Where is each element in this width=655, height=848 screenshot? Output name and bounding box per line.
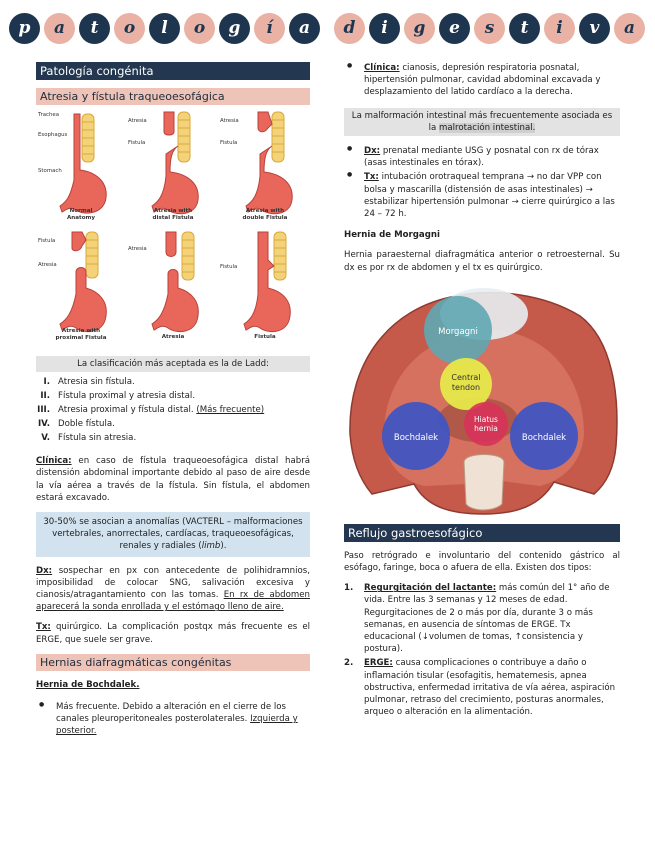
dx-tx-list — [344, 145, 620, 220]
title-letter: e — [439, 13, 470, 44]
ladd-list — [36, 376, 310, 446]
label-fistula: Fistula — [220, 264, 238, 270]
label-fistula: Fistula — [128, 140, 146, 146]
label-esophagus: Esophagus — [38, 132, 68, 138]
most-frequent-tag: (Más frecuente) — [196, 405, 265, 416]
title-letter: g — [404, 13, 435, 44]
list-item: III. Atresia proximal y fístula distal. (Más frecuente) — [37, 405, 265, 416]
tx-paragraph: Tx: quirúrgico. La complicación postqx más frecuente es el ERGE, que suele ser grave. — [36, 622, 310, 645]
vacterl-box: 30-50% se asocian a anomalías (VACTERL – malformaciones vertebrales, anorrectales, cardíacas, traqueoesofágicas, renales y radiales (limb). — [36, 512, 310, 557]
label-stomach: Stomach — [38, 168, 62, 174]
label-atresia: Atresia — [38, 262, 57, 268]
caption-atresia-distal: Atresia with distal Fistula — [152, 208, 194, 221]
clinica-paragraph: Clínica: en caso de fístula traqueoesofágica distal habrá distensión abdominal importante debido al paso de aire desde la vía aérea a través de la fístula. Sin fístula, el abdomen estará excavado. — [36, 456, 310, 503]
section-header-reflujo: Reflujo gastroesofágico — [344, 524, 620, 542]
morgagni-title: Hernia de Morgagni — [344, 230, 440, 241]
caption-atresia: Atresia — [161, 334, 185, 340]
reflujo-intro: Paso retrógrado e involuntario del contenido gástrico al esófago, faringe, boca o afuera de ella. Existen dos tipos: — [344, 550, 620, 574]
label-fistula: Fistula — [38, 238, 56, 244]
label-bochdalek-right: Bochdalek — [521, 432, 567, 443]
label-fistula: Fistula — [220, 140, 238, 146]
figure-atresia-double-fistula — [220, 110, 310, 228]
label-hiatus-hernia — [474, 415, 498, 433]
title-letter: g — [219, 13, 250, 44]
list-item: IV. Doble fístula. — [37, 419, 115, 430]
label-trachea: Trachea — [38, 112, 60, 118]
title-letter: a — [614, 13, 645, 44]
list-item: ● Tx: intubación orotraqueal temprana → no dar VPP con bolsa y mascarilla (distensión de asas intestinales) → estabilizar hipertensión pulmonar → cierre quirúrgico a las 24 – 72 h. — [344, 171, 620, 220]
left-column — [36, 62, 310, 738]
title-letter: o — [114, 13, 145, 44]
malrotation-term: malrotación intestinal. — [439, 122, 536, 133]
caption-fistula: Fistula — [254, 334, 276, 340]
title-letter: v — [579, 13, 610, 44]
caption-atresia-proximal: Atresia with proximal Fistula — [55, 328, 107, 341]
list-item: V. Fístula sin atresia. — [41, 433, 137, 444]
list-item: 2. ERGE: causa complicaciones o contribuye a daño o inflamación tisular (esofagitis, hematemesis, apnea obstructiva, enfermedad irritativa de vía aérea, aspiración pulmonar, retraso del crecimiento, posturas anormales, arqueo o alteración en la alimentación. — [344, 658, 616, 718]
caption-normal-anatomy: Normal Anatomy — [66, 208, 96, 221]
diaphragm-illustration — [344, 284, 622, 518]
figure-fistula — [220, 230, 310, 348]
bochdalek-title: Hernia de Bochdalek. — [36, 679, 140, 690]
list-item: ● Dx: prenatal mediante USG y posnatal con rx de tórax (asas intestinales en tórax). — [344, 145, 620, 169]
subsection-header-hernias: Hernias diafragmáticas congénitas — [36, 654, 310, 671]
title-letter: t — [79, 13, 110, 44]
list-item: ● Clínica: cianosis, depresión respiratoria posnatal, hipertensión pulmonar, cavidad abdominal excavada y desplazamiento del latido cardíaco a la derecha. — [344, 62, 620, 99]
malrotation-box: La malformación intestinal más frecuentemente asociada es la malrotación intestinal. — [344, 108, 620, 136]
reflujo-types-list — [344, 582, 620, 718]
label-hiatus-line2: hernia — [474, 423, 498, 433]
list-item: 1. Regurgitación del lactante: más común del 1° año de vida. Entre las 3 semanas y 12 meses de edad. Regurgitaciones de 2 o más por día, durante 3 o más semanas, en ausencia de síntomas de ERGE. Tx educacional (↓volumen de tomas, ↑consistencia y postura). — [344, 583, 610, 655]
section-header-congenita: Patología congénita — [36, 62, 310, 80]
title-letter: d — [334, 13, 365, 44]
right-column — [344, 62, 620, 718]
title-letter: í — [254, 13, 285, 44]
subsection-header-atresia: Atresia y fístula traqueoesofágica — [36, 88, 310, 105]
title-letter: o — [184, 13, 215, 44]
tef-figure — [36, 110, 310, 348]
limb-term: limb — [201, 541, 221, 552]
list-item: II. Fístula proximal y atresia distal. — [40, 391, 196, 402]
bochdalek-details-list — [344, 62, 620, 99]
title-letter: i — [544, 13, 575, 44]
title-letter: p — [9, 13, 40, 44]
label-hiatus-line1: Hiatus — [474, 414, 498, 424]
page-title — [0, 10, 655, 50]
figure-atresia — [128, 230, 218, 348]
fistula-illustration — [220, 230, 310, 348]
title-letter: s — [474, 13, 505, 44]
label-atresia: Atresia — [220, 118, 239, 124]
label-central-tendon — [451, 373, 480, 392]
figure-normal-anatomy — [36, 110, 126, 228]
figure-atresia-distal-fistula — [128, 110, 218, 228]
figure-atresia-proximal-fistula — [36, 230, 126, 348]
diaphragm-diagram — [344, 284, 622, 518]
label-central-tendon-line1: Central — [451, 372, 481, 382]
title-letter: t — [509, 13, 540, 44]
bochdalek-list — [36, 701, 310, 738]
morgagni-paragraph: Hernia paraesternal diafragmática anterior o retroesternal. Su dx es por rx de abdomen y el tx es quirúrgico. — [344, 250, 620, 273]
label-central-tendon-line2: tendon — [451, 382, 481, 392]
label-atresia: Atresia — [128, 118, 147, 124]
ladd-classification-box: La clasificación más aceptada es la de Ladd: — [36, 356, 310, 372]
title-letter: l — [149, 13, 180, 44]
title-letter: i — [369, 13, 400, 44]
list-item: I. Atresia sin fístula. — [43, 377, 135, 388]
label-bochdalek-left: Bochdalek — [393, 432, 439, 443]
list-item: ● Más frecuente. Debido a alteración en el cierre de los canales pleuroperitoneales posterolaterales. Izquierda y posterior. — [36, 701, 310, 738]
label-atresia: Atresia — [128, 246, 147, 252]
label-morgagni: Morgagni — [438, 326, 478, 337]
title-letter: a — [44, 13, 75, 44]
dx-paragraph: Dx: sospechar en px con antecedente de polihidramnios, imposibilidad de colocar SNG, salivación excesiva y cianosis/atragantamiento con las tomas. En rx de abdomen aparecerá la sonda enrollada y el estómago lleno de aire. — [36, 565, 310, 613]
caption-atresia-double: Atresia with double Fistula — [242, 208, 288, 221]
title-letter: a — [289, 13, 320, 44]
